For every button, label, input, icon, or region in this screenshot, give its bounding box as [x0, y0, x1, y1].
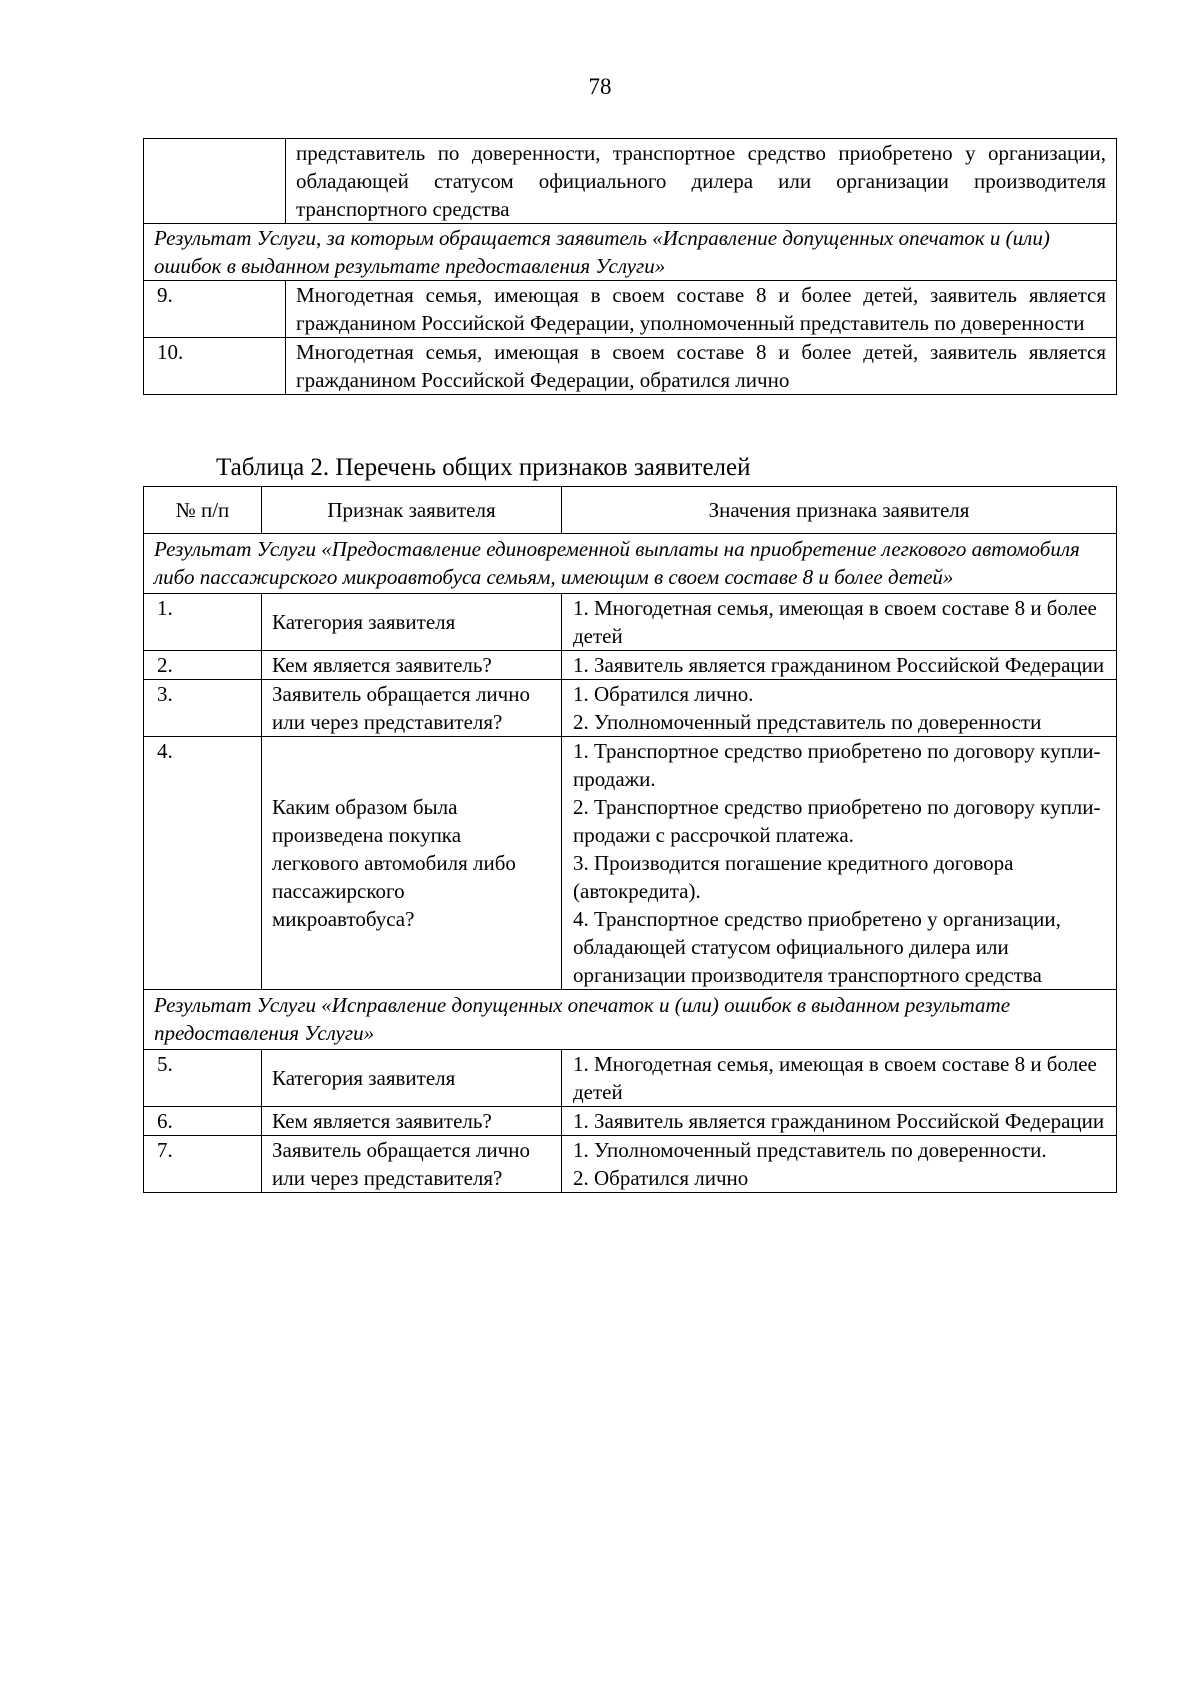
table-row — [144, 651, 1117, 680]
table-row — [144, 594, 1117, 651]
attribute-name: Кем является заявитель? — [262, 1107, 562, 1136]
row-text: представитель по доверенности, транспортное средство приобретено у организации, обладающей статусом официального дилера или организации производителя транспортного средства — [286, 139, 1117, 224]
section-row — [144, 224, 1117, 281]
section-heading: Результат Услуги «Исправление допущенных опечаток и (или) ошибок в выданном результате предоставления Услуги» — [144, 990, 1117, 1050]
row-number — [144, 139, 286, 224]
column-header-values: Значения признака заявителя — [562, 487, 1117, 534]
section-row — [144, 534, 1117, 594]
row-number: 2. — [144, 651, 262, 680]
table-row — [144, 1050, 1117, 1107]
attribute-value-item: 3. Производится погашение кредитного договора (автокредита). — [573, 851, 1014, 903]
attribute-name: Категория заявителя — [262, 1050, 562, 1107]
row-number: 6. — [144, 1107, 262, 1136]
table-header-row — [144, 487, 1117, 534]
attribute-value-item: 2. Транспортное средство приобретено по договору купли-продажи с рассрочкой платежа. — [573, 795, 1101, 847]
table-row — [144, 281, 1117, 338]
attribute-value-item: 1. Транспортное средство приобретено по договору купли-продажи. — [573, 739, 1101, 791]
attribute-values — [562, 1107, 1117, 1136]
table-row — [144, 737, 1117, 990]
attribute-name: Кем является заявитель? — [262, 651, 562, 680]
attribute-name: Категория заявителя — [262, 594, 562, 651]
row-number: 5. — [144, 1050, 262, 1107]
table-row — [144, 1107, 1117, 1136]
attribute-value-item: 1. Многодетная семья, имеющая в своем составе 8 и более детей — [573, 596, 1097, 648]
attribute-values — [562, 651, 1117, 680]
attribute-value-item: 1. Обратился лично. — [573, 682, 754, 706]
attribute-name: Заявитель обращается лично или через представителя? — [262, 1136, 562, 1193]
attribute-values — [562, 680, 1117, 737]
section-row — [144, 990, 1117, 1050]
table-row — [144, 680, 1117, 737]
attribute-value-item: 1. Многодетная семья, имеющая в своем составе 8 и более детей — [573, 1052, 1097, 1104]
table-row — [144, 139, 1117, 224]
attribute-values — [562, 1136, 1117, 1193]
row-text: Многодетная семья, имеющая в своем составе 8 и более детей, заявитель является гражданином Российской Федерации, уполномоченный представитель по доверенности — [286, 281, 1117, 338]
applicant-attributes-table — [143, 486, 1117, 1193]
attribute-value-item: 1. Заявитель является гражданином Российской Федерации — [573, 1109, 1105, 1133]
attribute-value-item: 2. Уполномоченный представитель по доверенности — [573, 710, 1042, 734]
attribute-values — [562, 594, 1117, 651]
row-number: 3. — [144, 680, 262, 737]
attribute-value-item: 4. Транспортное средство приобретено у организации, обладающей статусом официального дилера или организации производителя транспортного средства — [573, 907, 1061, 987]
attribute-value-item: 1. Заявитель является гражданином Российской Федерации — [573, 653, 1105, 677]
row-number: 9. — [144, 281, 286, 338]
attribute-values — [562, 1050, 1117, 1107]
page-number: 78 — [588, 74, 612, 99]
attribute-values — [562, 737, 1117, 990]
column-header-number: № п/п — [144, 487, 262, 534]
attribute-name: Каким образом была произведена покупка легкового автомобиля либо пассажирского микроавтобуса? — [262, 737, 562, 990]
attribute-name: Заявитель обращается лично или через представителя? — [262, 680, 562, 737]
column-header-attribute: Признак заявителя — [262, 487, 562, 534]
row-number: 1. — [144, 594, 262, 651]
section-heading: Результат Услуги «Предоставление единовременной выплаты на приобретение легкового автомобиля либо пассажирского микроавтобуса семьям, имеющим в своем составе 8 и более детей» — [144, 534, 1117, 594]
table-row — [144, 1136, 1117, 1193]
applicants-table-continued — [143, 138, 1117, 395]
attribute-value-item: 1. Уполномоченный представитель по доверенности. — [573, 1138, 1047, 1162]
table-row — [144, 338, 1117, 395]
row-number: 10. — [144, 338, 286, 395]
table-caption: Таблица 2. Перечень общих признаков заявителей — [216, 454, 751, 481]
row-text: Многодетная семья, имеющая в своем составе 8 и более детей, заявитель является гражданином Российской Федерации, обратился лично — [286, 338, 1117, 395]
attribute-value-item: 2. Обратился лично — [573, 1166, 749, 1190]
section-heading: Результат Услуги, за которым обращается заявитель «Исправление допущенных опечаток и (или) ошибок в выданном результате предоставления Услуги» — [144, 224, 1117, 281]
row-number: 7. — [144, 1136, 262, 1193]
row-number: 4. — [144, 737, 262, 990]
